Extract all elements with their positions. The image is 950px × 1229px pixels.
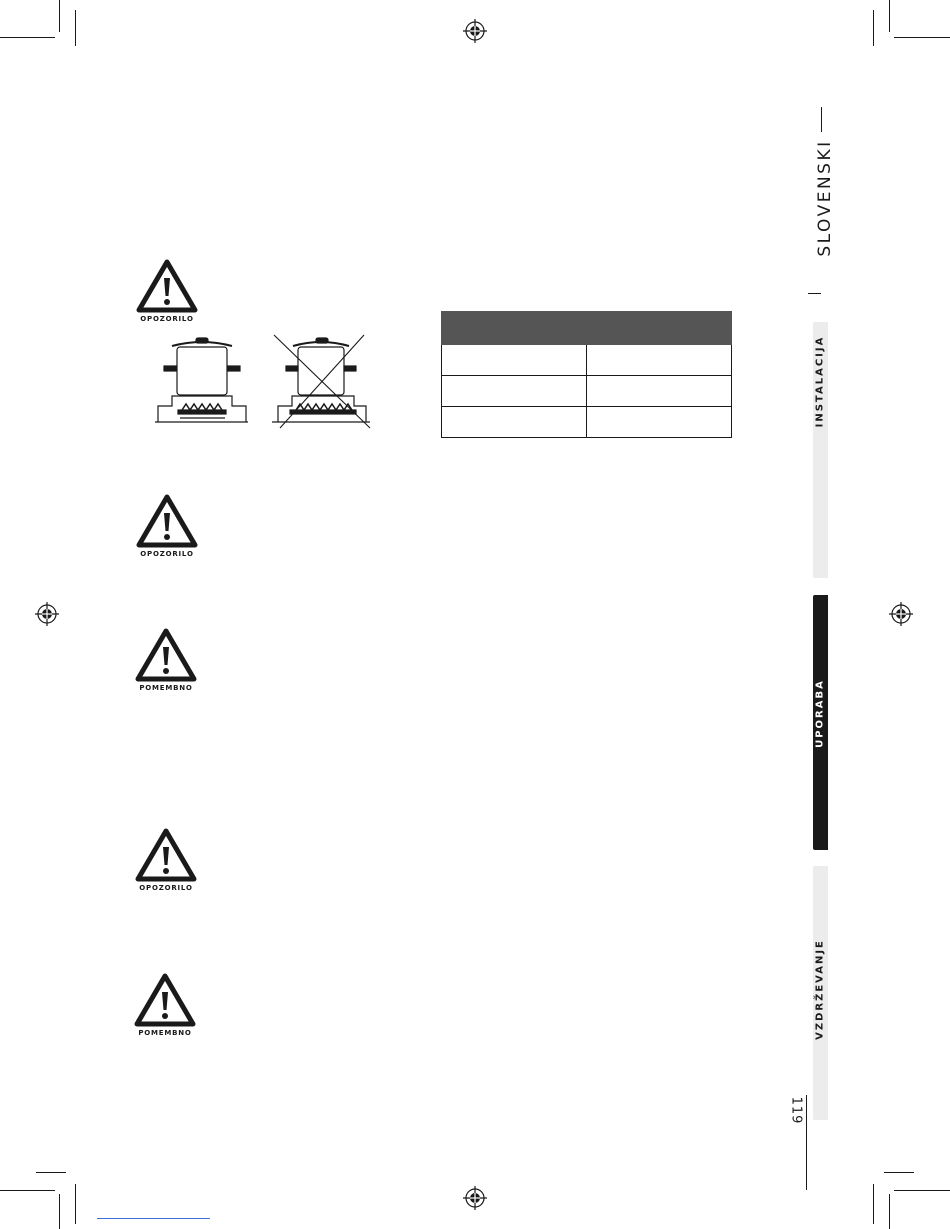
crop-mark [59,1194,60,1229]
rail-divider [821,107,822,132]
table-header-cell [587,312,732,345]
table-header-row [442,312,732,345]
table-cell [587,407,732,438]
underline-mark [97,1218,210,1219]
rail-divider [808,293,821,294]
warning-label: OPOZORILO [140,550,194,558]
tab-vzdrzevanje[interactable] [813,866,828,1120]
tab-label: VZDRŽEVANJE [814,939,826,1040]
crop-mark [884,1172,914,1173]
registration-mark-icon [463,1186,487,1210]
rail-divider [806,1095,807,1190]
crop-mark [59,0,60,32]
crop-mark [889,1194,890,1229]
warning-triangle-icon [134,827,198,883]
warning-triangle-icon [135,258,199,314]
warning-block [134,827,198,892]
crop-mark [873,10,874,46]
crop-mark [36,1172,66,1173]
tab-label: INSTALACIJA [814,335,826,428]
tab-instalacija[interactable] [813,322,828,578]
correct-pot-icon [155,338,248,422]
warning-triangle-icon [135,493,199,549]
warning-block [135,258,199,323]
crop-mark [75,1184,76,1224]
tab-label: UPORABA [814,679,826,748]
registration-mark-icon [35,602,59,626]
crop-mark [894,37,950,38]
table-cell [442,407,587,438]
table-row [442,407,732,438]
table-cell [587,345,732,376]
tab-uporaba[interactable] [813,595,828,850]
crop-mark [0,1190,55,1191]
crop-mark [75,10,76,46]
crop-mark [889,0,890,32]
page-number: 119 [788,1096,804,1125]
warning-triangle-icon [133,972,197,1028]
warning-label: POMEMBNO [139,684,193,692]
table-row [442,345,732,376]
crop-mark [873,1184,874,1224]
incorrect-pot-icon [272,335,370,428]
cookware-placement-illustration [150,330,385,430]
crop-mark [0,37,55,38]
language-label: SLOVENSKI [815,139,835,257]
table-cell [442,345,587,376]
warning-label: OPOZORILO [139,884,193,892]
crop-mark [894,1190,950,1191]
warning-block [133,972,197,1037]
table-cell [442,376,587,407]
table-cell [587,376,732,407]
warning-block [135,493,199,558]
data-table [441,311,732,438]
registration-mark-icon [889,602,913,626]
warning-block [134,627,198,692]
registration-mark-icon [463,19,487,43]
table-header-cell [442,312,587,345]
warning-label: OPOZORILO [140,315,194,323]
table-row [442,376,732,407]
warning-label: POMEMBNO [138,1029,192,1037]
warning-triangle-icon [134,627,198,683]
